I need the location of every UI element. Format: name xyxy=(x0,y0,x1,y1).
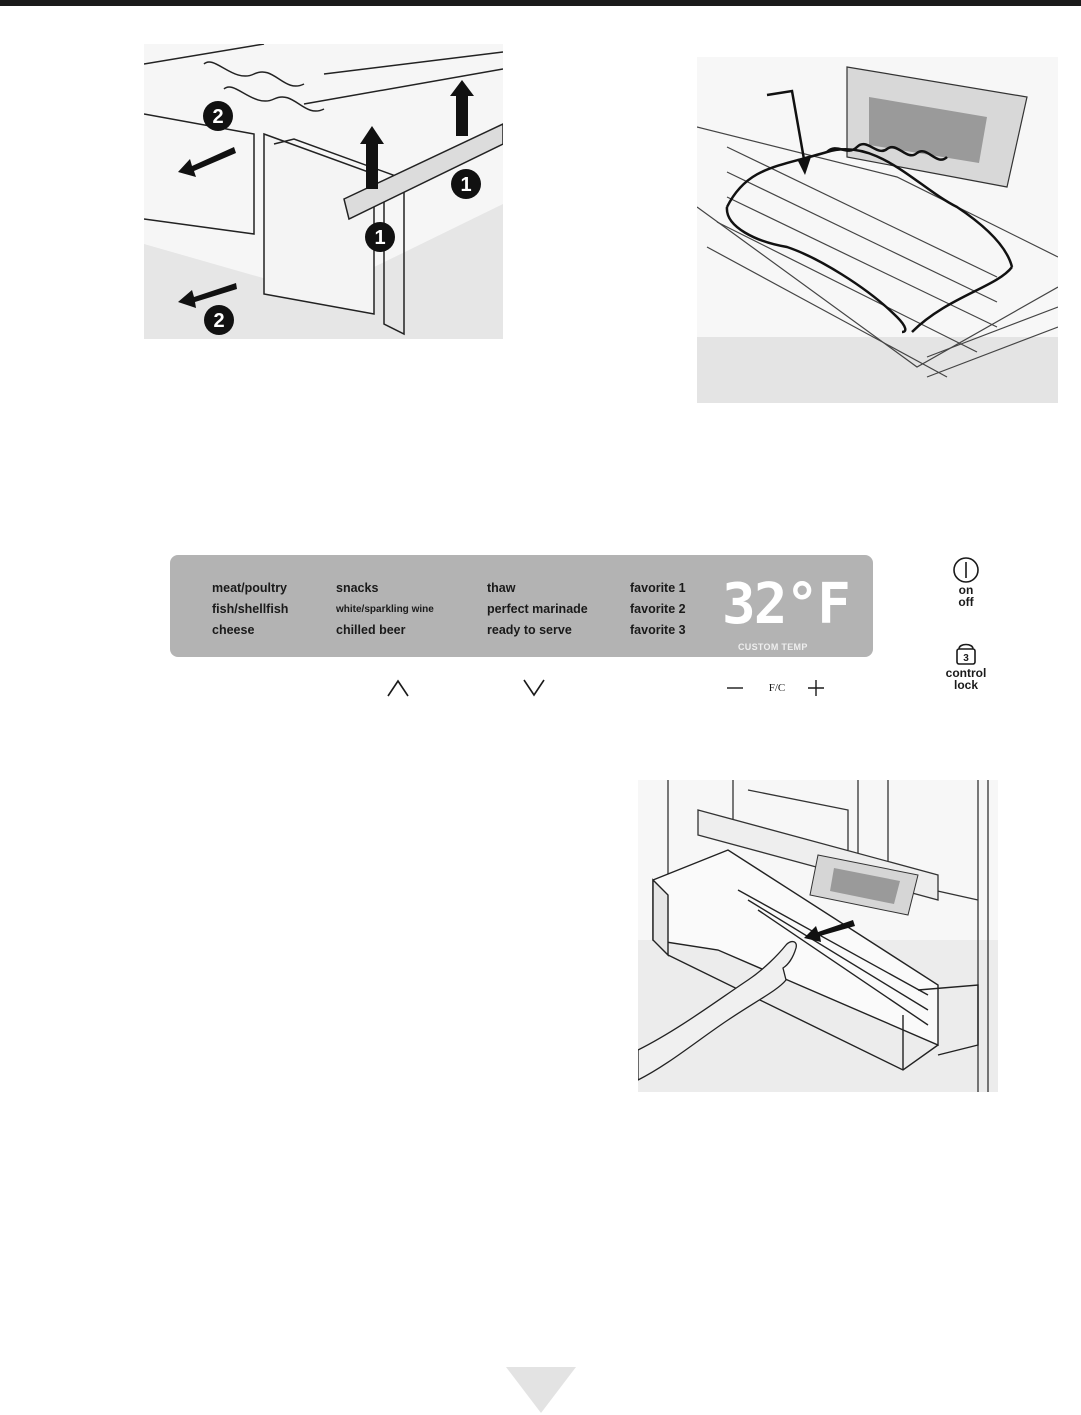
mode-favorite-1[interactable]: favorite 1 xyxy=(630,581,686,595)
custom-temp-label: CUSTOM TEMP xyxy=(738,642,808,652)
top-rule xyxy=(0,0,1081,6)
mode-ready-to-serve[interactable]: ready to serve xyxy=(487,623,572,637)
next-page-arrow-icon xyxy=(506,1367,576,1413)
on-off-button[interactable] xyxy=(940,556,992,608)
off-label: off xyxy=(958,595,974,609)
mode-white-sparkling-wine[interactable]: white/sparkling wine xyxy=(336,604,434,615)
fahrenheit-celsius-toggle[interactable]: F/C xyxy=(768,682,786,694)
mode-perfect-marinade[interactable]: perfect marinade xyxy=(487,602,588,616)
mode-favorite-3[interactable]: favorite 3 xyxy=(630,623,686,637)
mode-snacks[interactable]: snacks xyxy=(336,581,379,595)
callout-1-left: 1 xyxy=(374,227,386,249)
power-icon xyxy=(952,556,980,584)
lock-icon-digit: 3 xyxy=(963,653,969,664)
control-label: control xyxy=(945,666,987,680)
drawer-removal-illustration xyxy=(144,44,503,339)
control-panel xyxy=(170,555,873,657)
mode-meat-poultry[interactable]: meat/poultry xyxy=(212,581,288,595)
mode-thaw[interactable]: thaw xyxy=(487,581,516,595)
callout-2-top: 2 xyxy=(212,106,224,128)
mode-column-4 xyxy=(630,581,686,644)
on-label: on xyxy=(958,583,974,597)
down-arrow-button[interactable] xyxy=(522,678,546,698)
mode-column-3 xyxy=(487,581,588,644)
mode-fish-shellfish[interactable]: fish/shellfish xyxy=(212,602,289,616)
minus-button[interactable] xyxy=(726,678,744,698)
lock-icon xyxy=(954,641,978,667)
callout-1-right: 1 xyxy=(460,174,472,196)
callout-2-bottom: 2 xyxy=(213,310,225,332)
mode-cheese[interactable]: cheese xyxy=(212,623,255,637)
lock-label: lock xyxy=(953,678,978,692)
mode-column-2 xyxy=(336,581,434,644)
wine-rack-illustration xyxy=(697,57,1058,403)
mode-column-1 xyxy=(212,581,288,644)
up-arrow-button[interactable] xyxy=(386,678,410,698)
control-lock-button[interactable] xyxy=(936,641,996,691)
plus-button[interactable] xyxy=(807,678,825,698)
temperature-display: 32°F xyxy=(722,572,849,637)
drawer-open-illustration xyxy=(638,780,998,1092)
mode-favorite-2[interactable]: favorite 2 xyxy=(630,602,686,616)
mode-chilled-beer[interactable]: chilled beer xyxy=(336,623,406,637)
